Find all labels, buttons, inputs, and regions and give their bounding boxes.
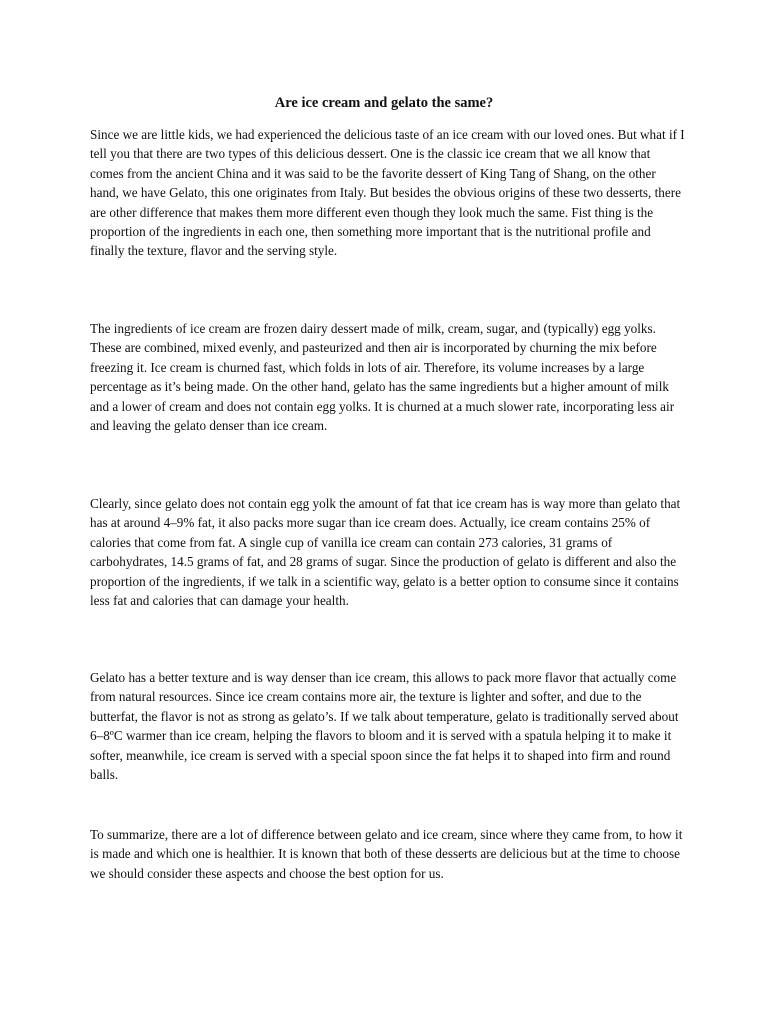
paragraph-summary: To summarize, there are a lot of difference between gelato and ice cream, since where they came from, to how it is made and which one is healthier. It is known that both of these desserts are delicious but at the time to choose we should consider these aspects and choose the best option for us.: [90, 827, 683, 881]
paragraph-texture-flavor: Gelato has a better texture and is way denser than ice cream, this allows to pack more flavor that actually come from natural resources. Since ice cream contains more air, the texture is lighter and softer, and due to the butterfat, the flavor is not as strong as gelato’s. If we talk about temperature, gelato is traditionally served about 6–8ºC warmer than ice cream, helping the flavors to bloom and it is served with a spatula helping it to make it softer, meanwhile, ice cream is served with a special spoon since the fat helps it to shaped into firm and round balls.: [90, 670, 679, 783]
document-title: Are ice cream and gelato the same?: [274, 95, 494, 111]
paragraph-introduction: Since we are little kids, we had experienced the delicious taste of an ice cream with our loved ones. But what if I tell you that there are two types of this delicious dessert. One is the classic ice cream that we all know that comes from the ancient China and it was said to be the favorite dessert of King Tang of Shang, on the other hand, we have Gelato, this one originates from Italy. But besides the obvious origins of these two desserts, there are other difference that makes them more different even though they look much the same. Fist thing is the proportion of the ingredients in each one, then something more important that is the nutritional profile and finally the texture, flavor and the serving style.: [90, 127, 685, 259]
paragraph-ingredients: The ingredients of ice cream are frozen dairy dessert made of milk, cream, sugar, and (typically) egg yolks. These are combined, mixed evenly, and pasteurized and then air is incorporated by churning the mix before freezing it. Ice cream is churned fast, which folds in lots of air. Therefore, its volume increases by a large percentage as it’s being made. On the other hand, gelato has the same ingredients but a higher amount of milk and a lower of cream and does not contain egg yolks. It is churned at a much slower rate, incorporating less air and leaving the gelato denser than ice cream.: [90, 321, 675, 434]
paragraph-nutrition: Clearly, since gelato does not contain egg yolk the amount of fat that ice cream has is way more than gelato that has at around 4–9% fat, it also packs more sugar than ice cream does. Actually, ice cream contains 25% of calories that come from fat. A single cup of vanilla ice cream can contain 273 calories, 31 grams of carbohydrates, 14.5 grams of fat, and 28 grams of sugar. Since the production of gelato is different and also the proportion of the ingredients, if we talk in a scientific way, gelato is a better option to consume since it contains less fat and calories that can damage your health.: [90, 496, 681, 609]
